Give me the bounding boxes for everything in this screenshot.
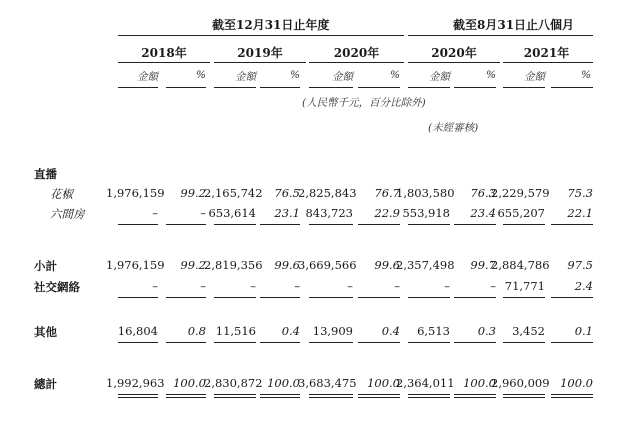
total-double-rule — [260, 394, 300, 398]
table-cell: 100.0 — [367, 376, 400, 390]
table-cell: 76.3 — [470, 186, 496, 200]
table-cell: 0.1 — [574, 324, 593, 338]
table-cell: 653,614 — [208, 206, 256, 220]
table-cell: 11,516 — [215, 324, 256, 338]
table-cell: 1,992,963 — [106, 376, 165, 390]
row-rule — [166, 224, 206, 225]
table-cell: – — [200, 279, 206, 293]
subheader-rule — [454, 87, 496, 88]
table-cell: 23.4 — [470, 206, 496, 220]
subheader-rule — [309, 87, 353, 88]
year-header-2020: 2020年 — [333, 46, 380, 60]
year-header-2021-8m: 2021年 — [523, 46, 570, 60]
row-rule — [408, 224, 450, 225]
table-cell: 71,771 — [504, 279, 545, 293]
row-rule — [454, 224, 496, 225]
period-header-annual: 截至12月31日止年度 — [212, 18, 330, 32]
table-cell: 2,960,009 — [491, 376, 550, 390]
table-cell: – — [152, 279, 158, 293]
table-cell: 655,207 — [497, 206, 545, 220]
row-rule — [214, 297, 256, 298]
table-cell: 1,976,159 — [106, 258, 165, 272]
table-cell: – — [444, 279, 450, 293]
total-double-rule — [408, 394, 450, 398]
row-rule — [503, 224, 545, 225]
table-cell: 100.0 — [560, 376, 593, 390]
table-cell: 843,723 — [305, 206, 353, 220]
unit-note: (人民幣千元，百分比除外) — [302, 97, 426, 109]
subheader-rule — [214, 87, 256, 88]
subheader-rule — [118, 87, 158, 88]
amount-header: 金額 — [332, 71, 353, 83]
total-double-rule — [454, 394, 496, 398]
subheader-rule — [358, 87, 400, 88]
year-underline-2019 — [214, 62, 306, 63]
table-cell: 76.7 — [374, 186, 400, 200]
table-cell: 100.0 — [463, 376, 496, 390]
table-cell: – — [152, 206, 158, 220]
total-double-rule — [358, 394, 400, 398]
table-cell: 76.5 — [274, 186, 300, 200]
table-cell: 97.5 — [567, 258, 593, 272]
row-rule — [551, 224, 593, 225]
table-cell: 75.3 — [567, 186, 593, 200]
row-label-direct: 直播 — [34, 167, 57, 181]
table-cell: 99.6 — [374, 258, 400, 272]
row-rule — [260, 342, 300, 343]
table-cell: – — [294, 279, 300, 293]
amount-header: 金額 — [429, 71, 450, 83]
year-underline-2021-8m — [503, 62, 593, 63]
table-cell: 100.0 — [267, 376, 300, 390]
row-rule — [166, 297, 206, 298]
row-rule — [118, 342, 158, 343]
row-rule — [503, 297, 545, 298]
row-rule — [358, 224, 400, 225]
total-double-rule — [551, 394, 593, 398]
row-rule — [454, 297, 496, 298]
year-underline-2020-8m — [408, 62, 500, 63]
year-header-2020-8m: 2020年 — [431, 46, 477, 60]
pct-header: % — [390, 69, 400, 81]
row-rule — [408, 297, 450, 298]
period-header-eight-months: 截至8月31日止八個月 — [453, 18, 575, 32]
table-cell: 0.4 — [381, 324, 400, 338]
table-cell: 99.6 — [274, 258, 300, 272]
row-rule — [358, 342, 400, 343]
table-cell: 2.4 — [574, 279, 593, 293]
row-rule — [214, 342, 256, 343]
table-cell: 100.0 — [173, 376, 206, 390]
subheader-rule — [260, 87, 300, 88]
subheader-rule — [166, 87, 206, 88]
row-rule — [551, 342, 593, 343]
row-rule — [118, 224, 158, 225]
table-cell: 0.3 — [477, 324, 496, 338]
table-cell: 99.7 — [470, 258, 496, 272]
row-label-total: 總計 — [34, 377, 57, 391]
row-rule — [551, 297, 593, 298]
pct-header: % — [581, 69, 591, 81]
table-cell: 13,909 — [312, 324, 353, 338]
table-cell: 22.1 — [567, 206, 593, 220]
table-cell: 6,513 — [417, 324, 450, 338]
table-cell: 2,357,498 — [396, 258, 455, 272]
year-underline-2018 — [118, 62, 210, 63]
row-rule — [503, 342, 545, 343]
year-underline-2020 — [309, 62, 404, 63]
table-cell: 3,683,475 — [298, 376, 357, 390]
amount-header: 金額 — [524, 71, 545, 83]
row-rule — [118, 297, 158, 298]
row-rule — [309, 224, 353, 225]
total-double-rule — [118, 394, 158, 398]
row-rule — [166, 342, 206, 343]
row-rule — [408, 342, 450, 343]
row-rule — [309, 342, 353, 343]
pct-header: % — [290, 69, 300, 81]
table-cell: – — [490, 279, 496, 293]
total-double-rule — [166, 394, 206, 398]
year-header-2018: 2018年 — [141, 46, 187, 60]
row-rule — [309, 297, 353, 298]
subheader-rule — [551, 87, 593, 88]
amount-header: 金額 — [235, 71, 256, 83]
table-cell: 3,452 — [512, 324, 545, 338]
table-cell: 0.4 — [281, 324, 300, 338]
table-cell: – — [250, 279, 256, 293]
table-cell: 0.8 — [187, 324, 206, 338]
row-label-subtotal: 小計 — [34, 259, 57, 273]
total-double-rule — [309, 394, 353, 398]
table-cell: 1,976,159 — [106, 186, 165, 200]
table-cell: 99.2 — [180, 186, 206, 200]
table-cell: 1,803,580 — [396, 186, 455, 200]
pct-header: % — [486, 69, 496, 81]
row-rule — [260, 297, 300, 298]
subheader-rule — [408, 87, 450, 88]
table-cell: 2,165,742 — [204, 186, 263, 200]
table-cell: 553,918 — [402, 206, 450, 220]
table-cell: 3,669,566 — [298, 258, 357, 272]
total-double-rule — [214, 394, 256, 398]
pct-header: % — [196, 69, 206, 81]
table-cell: – — [200, 206, 206, 220]
table-cell: 23.1 — [274, 206, 300, 220]
table-cell: 2,825,843 — [298, 186, 357, 200]
row-rule — [260, 224, 300, 225]
table-cell: – — [394, 279, 400, 293]
row-label-social: 社交網絡 — [34, 280, 80, 294]
row-label-liujianfang: 六間房 — [50, 207, 85, 221]
table-cell: 99.2 — [180, 258, 206, 272]
table-cell: – — [347, 279, 353, 293]
row-rule — [454, 342, 496, 343]
row-label-huajiao: 花椒 — [50, 187, 73, 201]
period-underline-eight-months — [408, 35, 593, 36]
table-cell: 22.9 — [374, 206, 400, 220]
unaudited-note: (未經審核) — [428, 122, 479, 134]
table-cell: 2,819,356 — [204, 258, 263, 272]
row-label-other: 其他 — [34, 325, 57, 339]
table-cell: 16,804 — [117, 324, 158, 338]
table-cell: 2,830,872 — [204, 376, 263, 390]
table-cell: 2,364,011 — [396, 376, 455, 390]
period-underline-annual — [118, 35, 404, 36]
table-cell: 2,229,579 — [491, 186, 550, 200]
subheader-rule — [503, 87, 545, 88]
table-cell: 2,884,786 — [491, 258, 550, 272]
year-header-2019: 2019年 — [237, 46, 283, 60]
row-rule — [214, 224, 256, 225]
row-rule — [358, 297, 400, 298]
amount-header: 金額 — [137, 71, 158, 83]
total-double-rule — [503, 394, 545, 398]
